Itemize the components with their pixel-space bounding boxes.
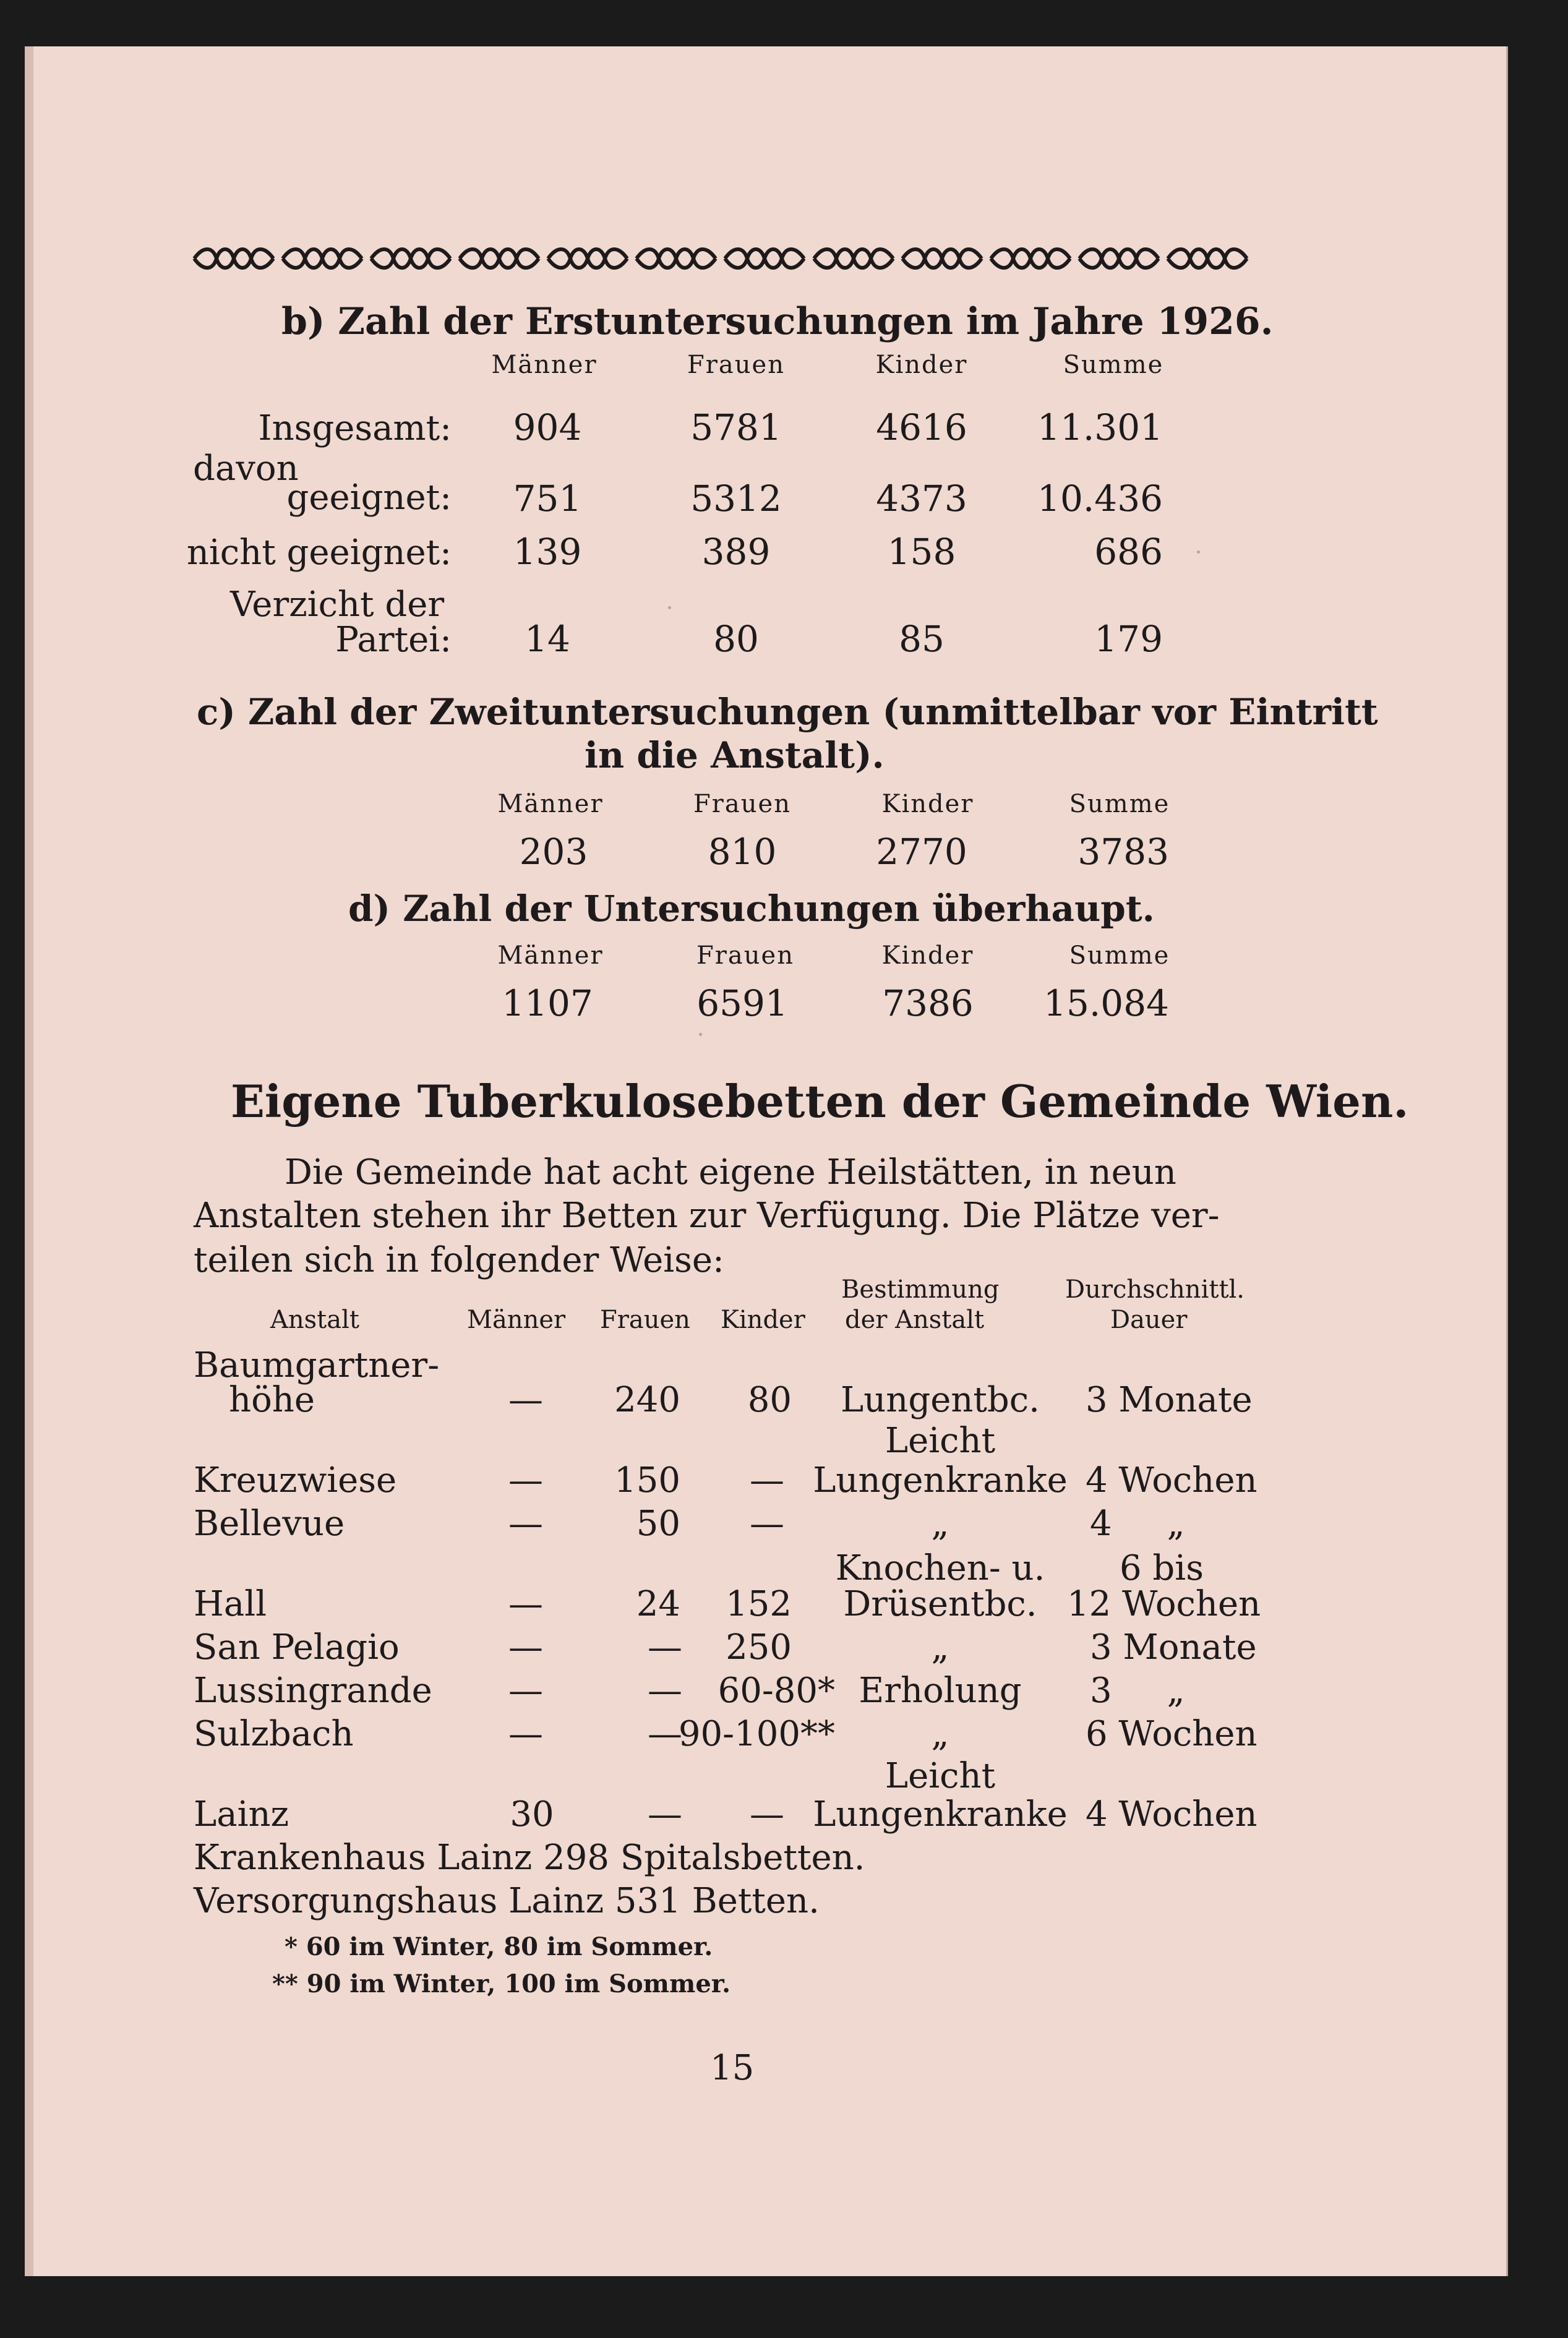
col-header-maenner: Männer xyxy=(467,1306,566,1334)
col-header: Kinder xyxy=(881,790,974,818)
anstalt-name: höhe xyxy=(229,1380,315,1420)
ornament-knot-icon xyxy=(900,245,984,272)
ornament-knot-icon xyxy=(546,245,630,272)
col-header: Frauen xyxy=(687,351,785,379)
table-cell: 80 xyxy=(713,618,759,660)
table-cell: — xyxy=(648,1627,682,1668)
paragraph-line: teilen sich in folgender Weise: xyxy=(194,1240,724,1280)
row-label: Verzicht der xyxy=(230,584,445,625)
table-cell: „ xyxy=(931,1504,949,1544)
anstalt-name: Hall xyxy=(194,1584,267,1624)
table-cell: 150 xyxy=(614,1460,680,1501)
table-cell: 60-80* xyxy=(718,1671,835,1711)
col-header: Männer xyxy=(497,941,604,970)
col-header: Kinder xyxy=(875,351,968,379)
table-cell: Lungentbc. xyxy=(841,1380,1040,1420)
table-cell: 4 „ xyxy=(1090,1504,1185,1544)
extra-line: Krankenhaus Lainz 298 Spitalsbetten. xyxy=(194,1838,865,1878)
table-cell: 240 xyxy=(614,1380,680,1420)
table-cell: 15.084 xyxy=(1043,982,1169,1024)
table-cell: 3 Monate xyxy=(1086,1380,1253,1420)
ornament-knot-icon xyxy=(192,245,276,272)
footnote: ** 90 im Winter, 100 im Sommer. xyxy=(272,1969,731,1998)
table-cell: 14 xyxy=(525,618,570,660)
table-cell: 11.301 xyxy=(1037,406,1163,448)
table-cell: „ xyxy=(931,1714,949,1754)
table-cell: 686 xyxy=(1094,531,1163,573)
table-cell: Leicht xyxy=(885,1756,996,1796)
ornament-knot-icon xyxy=(634,245,718,272)
col-header: Frauen xyxy=(696,941,794,970)
page-number: 15 xyxy=(710,2048,755,2088)
table-cell: 30 xyxy=(510,1794,554,1835)
paper-speck xyxy=(668,606,671,609)
col-header: Summe xyxy=(1063,351,1164,379)
table-cell: — xyxy=(648,1794,682,1835)
ornament-knot-icon xyxy=(1077,245,1161,272)
table-cell: 6591 xyxy=(696,982,788,1024)
section-c-title-line2: in die Anstalt). xyxy=(585,734,885,776)
table-cell: — xyxy=(508,1671,543,1711)
table-cell: — xyxy=(750,1460,784,1501)
row-label: Partei: xyxy=(335,620,452,660)
table-cell: — xyxy=(648,1671,682,1711)
table-cell: 6 Wochen xyxy=(1086,1714,1257,1754)
col-header: Summe xyxy=(1069,941,1170,970)
ornament-knot-icon xyxy=(457,245,541,272)
table-cell: 250 xyxy=(726,1627,792,1668)
table-cell: — xyxy=(508,1504,543,1544)
table-cell: 904 xyxy=(513,406,582,448)
table-cell: 85 xyxy=(899,618,945,660)
col-header: Summe xyxy=(1069,790,1170,818)
anstalt-name: Kreuzwiese xyxy=(194,1460,397,1501)
table-cell: 179 xyxy=(1094,618,1163,660)
table-cell: 751 xyxy=(513,477,582,520)
paragraph-line: Die Gemeinde hat acht eigene Heilstätten, in neun xyxy=(285,1152,1176,1193)
table-cell: 24 xyxy=(636,1584,680,1624)
col-header: Männer xyxy=(497,790,604,818)
anstalt-name: Lainz xyxy=(194,1794,289,1835)
table-cell: 1107 xyxy=(502,982,593,1024)
table-cell: Erholung xyxy=(859,1671,1022,1711)
table-cell: 2770 xyxy=(876,831,967,873)
anstalt-name: Sulzbach xyxy=(194,1714,354,1754)
col-header: Männer xyxy=(491,351,598,379)
row-label: geeignet: xyxy=(286,477,452,518)
table-cell: — xyxy=(508,1460,543,1501)
col-header-kinder: Kinder xyxy=(721,1306,805,1334)
col-header-bestimmung: Bestimmung xyxy=(841,1275,1000,1304)
table-cell: 3 „ xyxy=(1090,1671,1185,1711)
table-cell: Knochen- u. xyxy=(835,1548,1045,1588)
table-cell: 12 Wochen xyxy=(1067,1584,1261,1624)
table-cell: 3783 xyxy=(1077,831,1169,873)
col-header-dauer: Durchschnittl. xyxy=(1065,1275,1245,1304)
table-cell: 7386 xyxy=(882,982,974,1024)
table-cell: 5312 xyxy=(690,477,782,520)
table-cell: 4373 xyxy=(876,477,967,520)
section-b-title: b) Zahl der Erstuntersuchungen im Jahre 1926. xyxy=(281,300,1274,343)
table-cell: Lungenkranke xyxy=(813,1460,1068,1501)
table-cell: 810 xyxy=(708,831,777,873)
table-cell: 158 xyxy=(887,531,956,573)
table-cell: 90-100** xyxy=(678,1714,835,1754)
col-header-dauer-2: Dauer xyxy=(1110,1306,1188,1334)
table-cell: — xyxy=(648,1714,682,1754)
ornament-knot-icon xyxy=(280,245,364,272)
table-cell: — xyxy=(508,1584,543,1624)
table-cell: 6 bis xyxy=(1120,1548,1204,1588)
ornament-knot-icon xyxy=(988,245,1073,272)
anstalt-name: Bellevue xyxy=(194,1504,345,1544)
section-d-title: d) Zahl der Untersuchungen überhaupt. xyxy=(348,888,1155,930)
table-cell: 10.436 xyxy=(1037,477,1163,520)
table-cell: 4616 xyxy=(876,406,967,448)
row-label: nicht geeignet: xyxy=(186,533,452,573)
table-cell: 203 xyxy=(519,831,588,873)
table-cell: — xyxy=(508,1380,543,1420)
paper-speck xyxy=(1197,550,1200,554)
table-cell: 4 Wochen xyxy=(1086,1794,1257,1835)
table-cell: 389 xyxy=(701,531,771,573)
ornament-knot-icon xyxy=(722,245,807,272)
table-cell: Leicht xyxy=(885,1421,996,1461)
section-c-title-line1: c) Zahl der Zweituntersuchungen (unmittelbar vor Eintritt xyxy=(197,691,1378,733)
col-header-bestimmung-2: der Anstalt xyxy=(845,1306,985,1334)
table-cell: 4 Wochen xyxy=(1086,1460,1257,1501)
col-header-anstalt: Anstalt xyxy=(270,1306,359,1334)
ornament-knot-icon xyxy=(1165,245,1249,272)
table-cell: 80 xyxy=(747,1380,792,1420)
extra-line: Versorgungshaus Lainz 531 Betten. xyxy=(194,1881,820,1921)
table-cell: 5781 xyxy=(690,406,782,448)
anstalt-name: San Pelagio xyxy=(194,1627,400,1668)
table-cell: — xyxy=(750,1794,784,1835)
row-label: davon xyxy=(193,448,299,489)
col-header: Kinder xyxy=(881,941,974,970)
paragraph-line: Anstalten stehen ihr Betten zur Verfügung. Die Plätze ver- xyxy=(194,1196,1220,1236)
ornament-knot-icon xyxy=(812,245,896,272)
col-header: Frauen xyxy=(693,790,791,818)
table-cell: — xyxy=(508,1627,543,1668)
table-cell: 139 xyxy=(513,531,582,573)
table-cell: — xyxy=(508,1714,543,1754)
table-cell: 3 Monate xyxy=(1090,1627,1257,1668)
col-header-frauen: Frauen xyxy=(600,1306,690,1334)
table-cell: 152 xyxy=(726,1584,792,1624)
footnote: * 60 im Winter, 80 im Sommer. xyxy=(285,1932,713,1961)
table-cell: 50 xyxy=(636,1504,680,1544)
anstalt-name: Lussingrande xyxy=(194,1671,432,1711)
paper-speck xyxy=(699,1033,702,1036)
ornament-knot-icon xyxy=(369,245,453,272)
table-cell: Lungenkranke xyxy=(813,1794,1068,1835)
row-label: Insgesamt: xyxy=(258,408,452,448)
anstalt-name-pre: Baumgartner- xyxy=(194,1345,440,1385)
tb-section-heading: Eigene Tuberkulosebetten der Gemeinde Wien. xyxy=(231,1075,1409,1128)
table-cell: Drüsentbc. xyxy=(843,1584,1037,1624)
table-cell: „ xyxy=(931,1627,949,1668)
table-cell: — xyxy=(750,1504,784,1544)
ornament-border xyxy=(192,242,1249,275)
